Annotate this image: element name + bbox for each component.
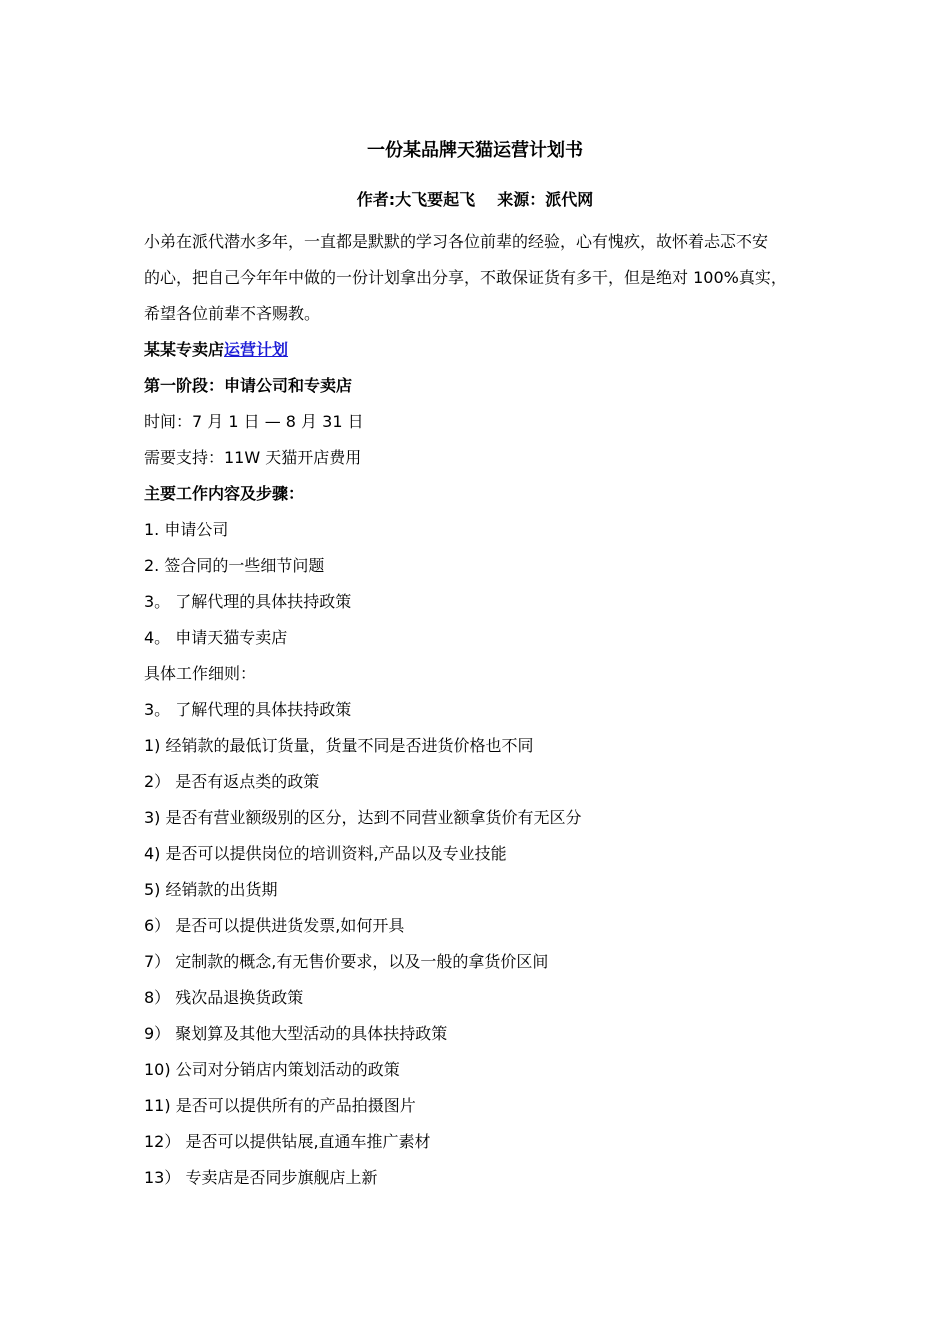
- list-item: 1. 申请公司: [144, 520, 229, 539]
- list-item: 1) 经销款的最低订货量，货量不同是否进货价格也不同: [144, 736, 534, 755]
- plan-heading-prefix: 某某专卖店: [144, 340, 225, 359]
- list-item: 11) 是否可以提供所有的产品拍摄图片: [144, 1096, 416, 1115]
- list-item: 5) 经销款的出货期: [144, 880, 278, 899]
- list-item: 9） 聚划算及其他大型活动的具体扶持政策: [144, 1024, 448, 1043]
- byline-source: 来源：派代网: [497, 190, 594, 209]
- stage1-heading: 第一阶段：申请公司和专卖店: [144, 376, 353, 395]
- document-byline: [0, 188, 950, 212]
- time-line: 时间：7 月 1 日 — 8 月 31 日: [144, 412, 364, 431]
- list-item: 7） 定制款的概念,有无售价要求，以及一般的拿货价区间: [144, 952, 549, 971]
- intro-line: 的心，把自己今年年中做的一份计划拿出分享，不敢保证货有多干，但是绝对 100%真实，: [144, 268, 787, 287]
- list-item: 4) 是否可以提供岗位的培训资料,产品以及专业技能: [144, 844, 507, 863]
- support-line: 需要支持：11W 天猫开店费用: [144, 448, 362, 467]
- list-item: 8） 残次品退换货政策: [144, 988, 304, 1007]
- intro-line: 希望各位前辈不吝赐教。: [144, 304, 321, 323]
- list-item: 12） 是否可以提供钻展,直通车推广素材: [144, 1132, 431, 1151]
- list-item: 3) 是否有营业额级别的区分，达到不同营业额拿货价有无区分: [144, 808, 582, 827]
- list-item: 2） 是否有返点类的政策: [144, 772, 320, 791]
- list-item: 4。 申请天猫专卖店: [144, 628, 288, 647]
- byline-author: 作者:大飞要起飞: [356, 190, 476, 209]
- plan-heading-link[interactable]: 运营计划: [224, 340, 289, 359]
- detail-section: 3。 了解代理的具体扶持政策: [144, 700, 352, 719]
- document-body: [144, 224, 824, 1196]
- details-heading: 具体工作细则：: [144, 664, 257, 683]
- steps-heading: 主要工作内容及步骤：: [144, 484, 305, 503]
- list-item: 2. 签合同的一些细节问题: [144, 556, 325, 575]
- list-item: 6） 是否可以提供进货发票,如何开具: [144, 916, 405, 935]
- list-item: 3。 了解代理的具体扶持政策: [144, 592, 352, 611]
- intro-line: 小弟在派代潜水多年，一直都是默默的学习各位前辈的经验，心有愧疚，故怀着忐忑不安: [144, 232, 769, 251]
- document-title: 一份某品牌天猫运营计划书: [367, 140, 583, 161]
- plan-heading: [144, 332, 824, 368]
- list-item: 13） 专卖店是否同步旗舰店上新: [144, 1168, 378, 1187]
- list-item: 10) 公司对分销店内策划活动的政策: [144, 1060, 400, 1079]
